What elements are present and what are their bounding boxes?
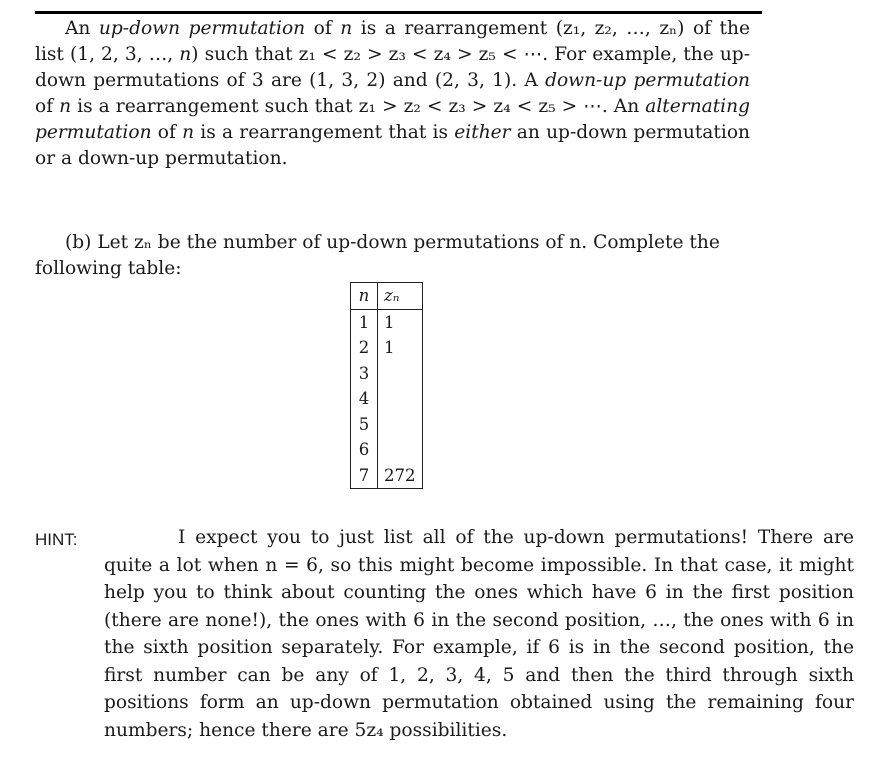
cell-n: 5 (351, 412, 378, 438)
header-n: n (351, 283, 378, 310)
cell-z: 272 (384, 465, 416, 485)
table-row (351, 309, 423, 335)
table-row (351, 335, 423, 361)
cell-z (378, 386, 423, 412)
table-header-row (351, 283, 423, 310)
cell-z: 1 (384, 338, 395, 357)
table-row (351, 463, 423, 489)
hint-label: HINT: (35, 530, 78, 549)
cell-z (378, 361, 423, 387)
table-row (351, 386, 423, 412)
cell-z (378, 437, 423, 463)
zn-table (350, 282, 423, 489)
header-zn: zₙ (378, 283, 423, 310)
cell-n: 6 (351, 437, 378, 463)
cell-n: 3 (351, 361, 378, 387)
cell-n: 2 (351, 335, 378, 361)
intro-paragraph: An up-down permutation of n is a rearrangement (z₁, z₂, …, zₙ) of the list (1, 2, 3, …, n) such that z₁ < z₂ > z₃ < z₄ > z₅ < ⋯. For example, the up-down permutations of 3 are (1, 3, 2) and (2, 3, 1). A down-up permutation of n is a rearrangement such that z₁ > z₂ < z₃ > z₄ < z₅ > ⋯. An alternating permutation of n is a rearrangement that is either an up-down permutation or a down-up permutation. (35, 18, 751, 169)
top-rule (35, 11, 762, 14)
table-row (351, 412, 423, 438)
cell-z (378, 412, 423, 438)
cell-n: 1 (351, 309, 378, 335)
cell-n: 7 (351, 463, 378, 489)
hint-text: I expect you to just list all of the up-down permutations! There are quite a lot when n = 6, so this might become impossible. In that case, it might help you to think about counting the ones which have 6 in the first position (there are none!), the ones with 6 in the second position, …, the ones with 6 in the sixth position separately. For example, if 6 is in the second position, the first number can be any of 1, 2, 3, 4, 5 and then the third through sixth positions form an up-down permutation obtained using the remaining four numbers; hence there are 5z₄ possibilities. (104, 527, 854, 741)
table-row (351, 437, 423, 463)
part-b-question: (b) Let zₙ be the number of up-down permutations of n. Complete the following table: (35, 232, 720, 279)
cell-z: 1 (384, 312, 395, 332)
cell-n: 4 (351, 386, 378, 412)
table-row (351, 361, 423, 387)
